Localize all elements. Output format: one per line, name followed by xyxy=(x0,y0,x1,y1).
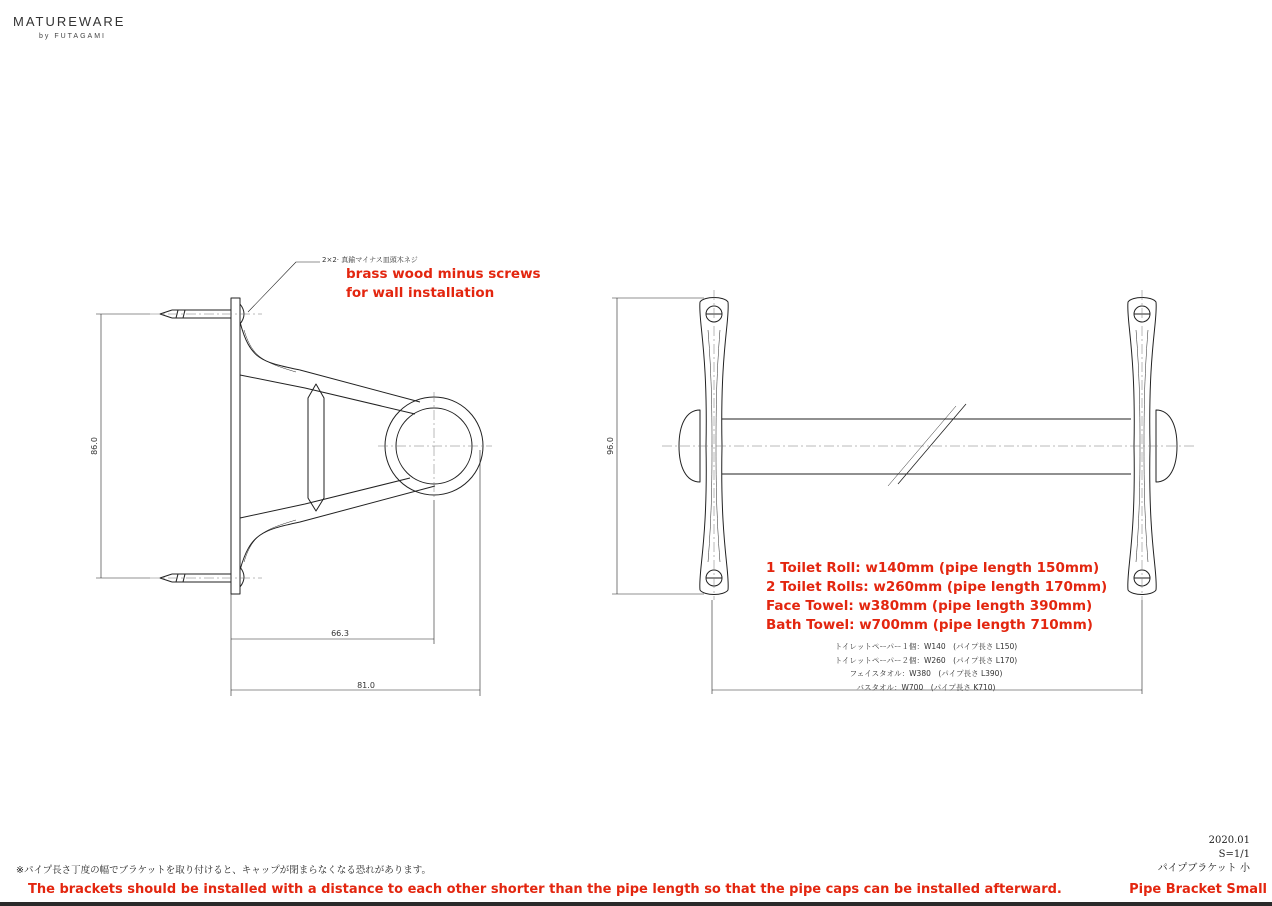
size-list-en xyxy=(766,559,1107,635)
side-height-dimension: 86.0 xyxy=(90,437,99,455)
size-item: 2 Toilet Rolls: w260mm (pipe length 170mm) xyxy=(766,579,1108,595)
size-item-jp: バスタオル：W700 (パイプ長さ K710) xyxy=(856,682,996,692)
side-inner-depth-dimension: 66.3 xyxy=(331,629,349,638)
brand-name: MATUREWARE xyxy=(13,14,126,29)
brand-sub: by FUTAGAMI xyxy=(39,33,106,40)
drawing-title-jp: パイプブラケット 小 xyxy=(1157,863,1250,874)
bottom-bar xyxy=(0,902,1272,906)
bracket-arm-bottom xyxy=(240,486,435,570)
front-height-dimension: 96.0 xyxy=(606,437,615,455)
side-view xyxy=(96,262,492,696)
size-item: 1 Toilet Roll: w140mm (pipe length 150mm) xyxy=(766,560,1100,576)
wall-plate xyxy=(231,298,240,594)
size-item: Bath Towel: w700mm (pipe length 710mm) xyxy=(766,617,1093,633)
size-item-jp: トイレットペーパー１個：W140 (パイプ長さ L150) xyxy=(834,642,1018,651)
pipe-break-mark xyxy=(898,404,966,484)
screw-leader xyxy=(248,262,320,312)
side-total-depth-dimension: 81.0 xyxy=(357,681,375,690)
installation-note-en: The brackets should be installed with a distance to each other shorter than the pipe length so that the pipe caps can be installed afterward. xyxy=(28,882,1062,897)
title-block xyxy=(1158,834,1250,876)
size-item-jp: トイレットペーパー２個：W260 (パイプ長さ L170) xyxy=(834,655,1018,665)
size-item: Face Towel: w380mm (pipe length 390mm) xyxy=(766,598,1093,614)
installation-note-jp: ※パイプ長さ丁度の幅でブラケットを取り付けると、キャップが閉まらなくなる恐れがあります。 xyxy=(16,865,431,876)
screw-head-bottom xyxy=(240,567,244,587)
drawing-title-en: Pipe Bracket Small xyxy=(1129,882,1267,897)
drawing-scale: S=1/1 xyxy=(1218,849,1250,860)
size-list-jp xyxy=(766,640,1086,694)
cross-brace xyxy=(308,384,324,511)
screw-callout-line-2: for wall installation xyxy=(346,285,495,301)
bracket-arm-top xyxy=(240,322,420,402)
screw-callout xyxy=(346,265,541,303)
screw-callout-line-1: brass wood minus screws xyxy=(346,266,541,282)
screw-note-jp: 2×2· 真鍮マイナス皿頭木ネジ xyxy=(322,256,418,264)
drawing-date: 2020.01 xyxy=(1208,835,1250,846)
size-item-jp: フェイスタオル：W380 (パイプ長さ L390) xyxy=(849,669,1003,678)
